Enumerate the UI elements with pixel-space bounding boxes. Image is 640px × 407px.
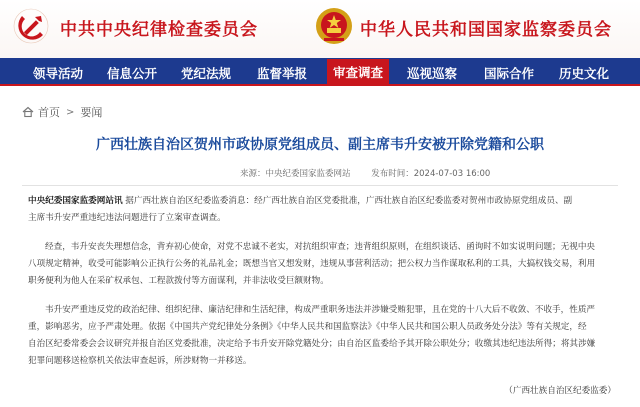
paragraph-text: 自治区纪委常委会会议研究并报自治区党委批准，决定给予韦升安开除党籍处分；由自治区监委给予其开除公职处分；收缴其违纪违法所得；将其涉嫌 bbox=[28, 339, 596, 349]
paragraph-text: 重，影响恶劣，应予严肃处理。依据《中国共产党纪律处分条例》《中华人民共和国监察法》《中华人民共和国公职人员政务处分法》等有关规定，经 bbox=[28, 322, 587, 332]
paragraph-1 bbox=[28, 193, 616, 227]
nav-item-international[interactable]: 国际合作 bbox=[484, 66, 535, 81]
paragraph-text: 八项规定精神，收受可能影响公正执行公务的礼品礼金；既想当官又想发财，违规从事营利活动；把公权力当作谋取私利的工具，大搞权钱交易，利用 bbox=[28, 259, 596, 269]
paragraph-text: 据广西壮族自治区纪委监委消息：经广西壮族自治区党委批准，广西壮族自治区纪委监委对贺州市政协原党组成员、副 bbox=[122, 196, 573, 206]
paragraph-text: 主席韦升安严重违纪违法问题进行了立案审查调查。 bbox=[28, 213, 226, 223]
paragraph-text: 韦升安严重违反党的政治纪律、组织纪律、廉洁纪律和生活纪律，构成严重职务违法并涉嫌受贿犯罪，且在党的十八大后不收敛、不收手，性质严 bbox=[45, 305, 596, 315]
paragraph-text: 经查，韦升安丧失理想信念，背弃初心使命，对党不忠诚不老实，对抗组织审查；违背组织原则，在组织谈话、函询时不如实说明问题；无视中央 bbox=[45, 242, 596, 252]
site-header bbox=[0, 0, 640, 58]
nav-item-inspection[interactable]: 巡视巡察 bbox=[407, 66, 458, 81]
cpc-ccdi-title[interactable]: 中共中央纪律检查委员会 bbox=[60, 20, 258, 40]
breadcrumb-news-link[interactable]: 要闻 bbox=[80, 106, 103, 119]
chevron-right-icon: > bbox=[66, 106, 75, 118]
nav-item-investigation[interactable]: 审查调查 bbox=[327, 59, 389, 85]
paragraph-3 bbox=[28, 302, 616, 370]
nav-item-leadership[interactable]: 领导活动 bbox=[33, 66, 84, 81]
nav-item-disclosure[interactable]: 信息公开 bbox=[107, 66, 158, 81]
breadcrumb-home-link[interactable]: 首页 bbox=[38, 106, 60, 119]
breadcrumb bbox=[22, 104, 102, 120]
divider bbox=[22, 185, 618, 186]
footer-source: （广西壮族自治区纪委监委） bbox=[504, 386, 616, 396]
article-title: 广西壮族自治区贺州市政协原党组成员、副主席韦升安被开除党籍和公职 bbox=[96, 137, 544, 153]
main-nav bbox=[0, 58, 640, 86]
paragraph-text: 犯罪问题移送检察机关依法审查起诉，所涉财物一并移送。 bbox=[28, 356, 252, 366]
article-meta bbox=[240, 167, 490, 179]
party-emblem-icon bbox=[13, 8, 49, 44]
national-emblem-icon bbox=[314, 6, 354, 46]
article-source: 来源：中央纪委国家监委网站 bbox=[240, 169, 351, 179]
dateline: 中央纪委国家监委网站讯 bbox=[28, 196, 123, 206]
article-time: 发布时间：2024-07-03 16:00 bbox=[371, 169, 491, 179]
house-icon bbox=[22, 106, 34, 118]
nsc-title[interactable]: 中华人民共和国国家监察委员会 bbox=[360, 20, 612, 40]
nav-item-reporting[interactable]: 监督举报 bbox=[257, 66, 308, 81]
paragraph-2 bbox=[28, 239, 616, 290]
nav-item-history[interactable]: 历史文化 bbox=[559, 66, 610, 81]
paragraph-text: 职务便利为他人在采矿权承包、工程款拨付等方面谋利，并非法收受巨额财物。 bbox=[28, 276, 329, 286]
nav-item-regulations[interactable]: 党纪法规 bbox=[181, 66, 232, 81]
